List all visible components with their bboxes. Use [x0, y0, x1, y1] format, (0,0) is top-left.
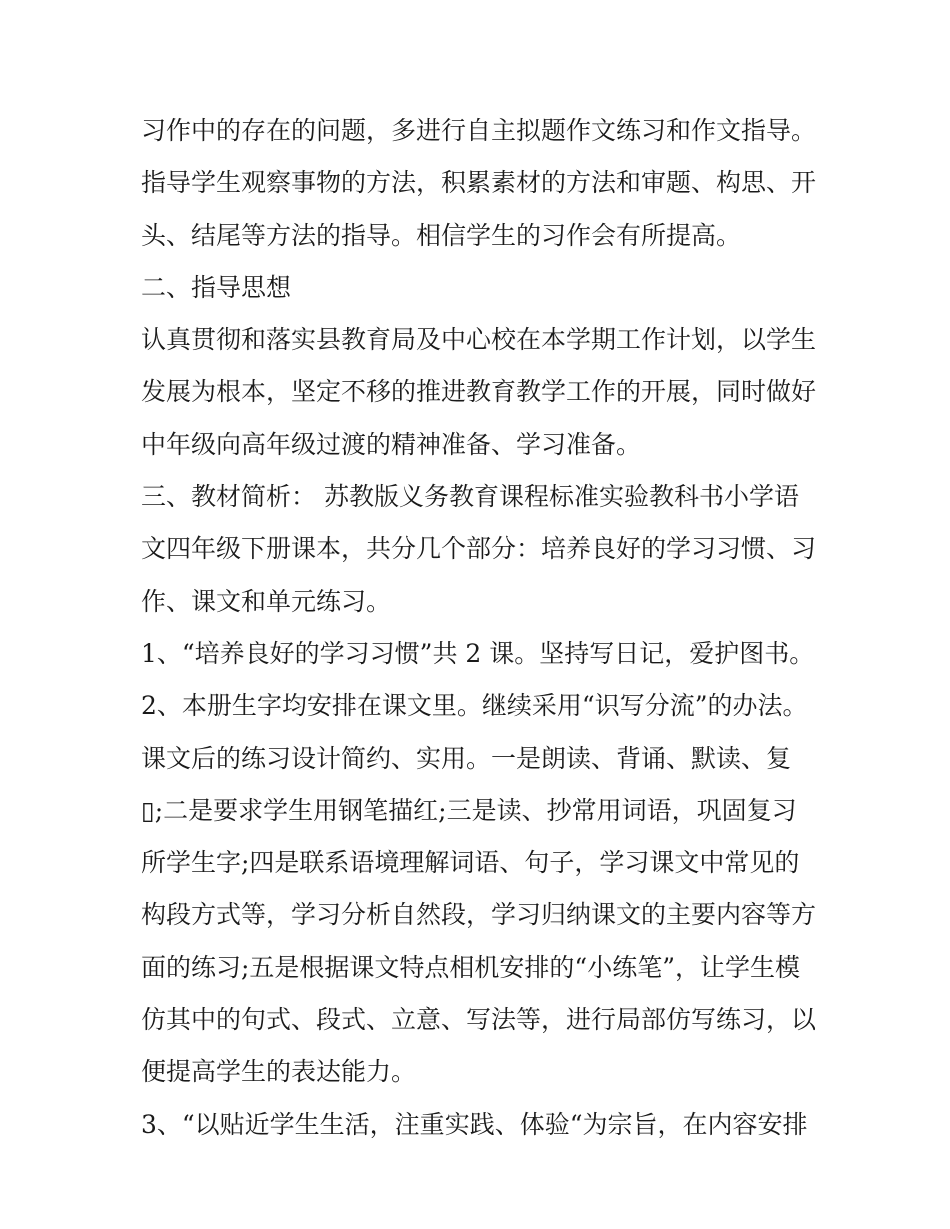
text-line: 习作中的存在的问题，多进行自主拟题作文练习和作文指导。 — [141, 116, 817, 145]
text-line: 仿其中的句式、段式、立意、写法等，进行局部仿写练习，以 — [141, 1005, 817, 1035]
text-line: 所学生字;四是联系语境理解词语、句子，学习课文中常见的 — [141, 848, 800, 878]
text-line: 构段方式等，学习分析自然段，学习归纳课文的主要内容等方 — [141, 900, 817, 930]
text-line: 面的练习;五是根据课文特点相机安排的“小练笔”，让学生模 — [141, 952, 800, 982]
section-heading: 二、指导思想 — [141, 272, 292, 302]
text-line: 中年级向高年级过渡的精神准备、学习准备。 — [141, 429, 642, 459]
text-line: ▯;二是要求学生用钢笔描红;三是读、抄常用词语，巩固复习 — [141, 795, 797, 825]
text-line: 认真贯彻和落实县教育局及中心校在本学期工作计划，以学生 — [141, 325, 817, 355]
text-line: 发展为根本，坚定不移的推进教育教学工作的开展，同时做好 — [141, 377, 817, 407]
body-text — [141, 105, 821, 1151]
text-line: 文四年级下册课本，共分几个部分：培养良好的学习习惯、习 — [141, 534, 817, 564]
text-line: 作、课文和单元练习。 — [141, 586, 392, 616]
text-line: 头、结尾等方法的指导。相信学生的习作会有所提高。 — [141, 220, 742, 250]
section-heading: 三、教材简析： 苏教版义务教育课程标准实验教科书小学语 — [141, 482, 799, 512]
list-item: 2、本册生字均安排在课文里。继续采用“识写分流”的办法。 — [141, 691, 808, 721]
text-line: 便提高学生的表达能力。 — [141, 1057, 417, 1087]
list-item: 1、“培养良好的学习习惯”共 2 课。坚持写日记，爱护图书。 — [141, 638, 815, 668]
text-line: 指导学生观察事物的方法，积累素材的方法和审题、构思、开 — [141, 168, 817, 198]
text-line: 课文后的练习设计简约、实用。一是朗读、背诵、默读、复 — [141, 743, 792, 773]
list-item: 3、“以贴近学生生活，注重实践、体验“为宗旨，在内容安排 — [141, 1109, 808, 1139]
